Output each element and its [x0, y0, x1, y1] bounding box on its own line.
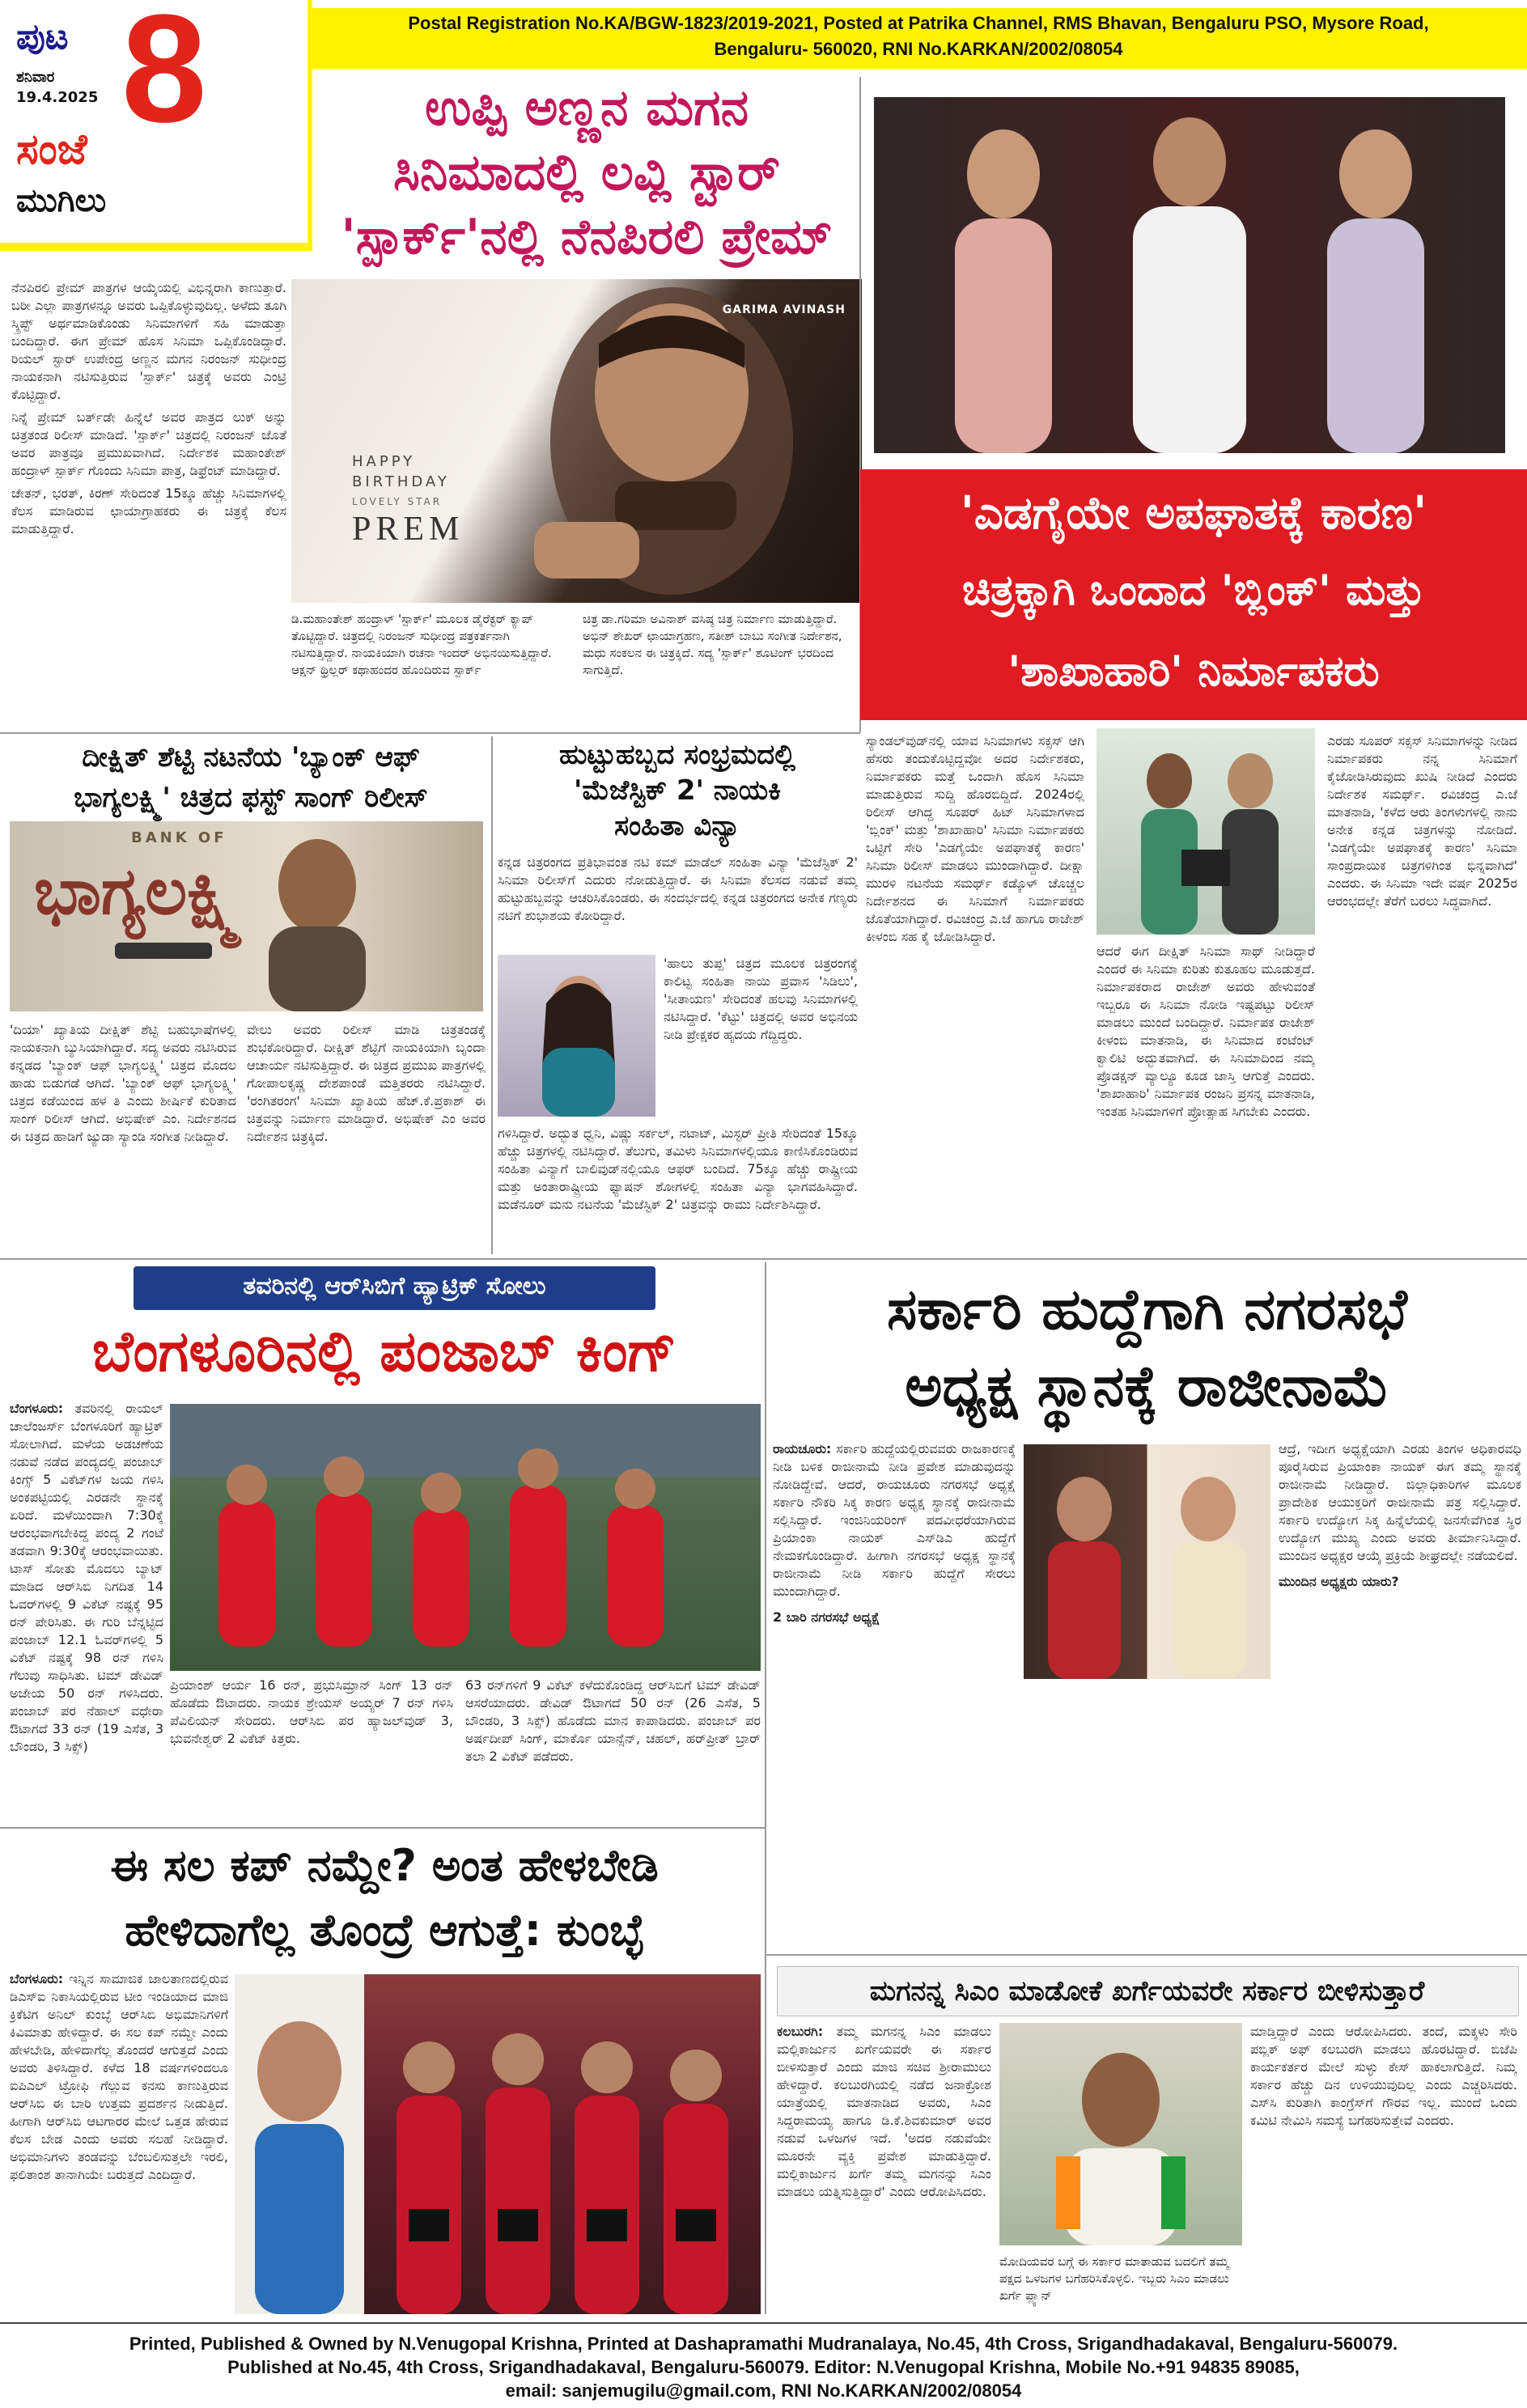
- poster-happy: HAPPY: [352, 453, 416, 470]
- kumble-photo-art: [235, 1974, 761, 2314]
- blink-poster-photo: [1096, 728, 1315, 935]
- dixith-col1: 'ದಿಯಾ' ಖ್ಯಾತಿಯ ದೀಕ್ಷಿತ್ ಶೆಟ್ಟಿ ಬಹುಭಾಷೆಗಳಲ್ಲಿ ನಾಯಕನಾಗಿ ಬ್ಯುಸಿಯಾಗಿದ್ದಾರೆ. ಸದ್ಯ ಅವರು ನಟಿಸಿರುವ ಕನ್ನಡದ 'ಬ್ಯಾಂಕ್ ಆಫ್ ಭಾಗ್ಯಲಕ್ಷ್ಮಿ' ಚಿತ್ರದ ಮೊದಲ ಹಾಡು ಬಿಡುಗಡೆ ಆಗಿದೆ. 'ಬ್ಯಾಂಕ್ ಆಫ್ ಭಾಗ್ಯಲಕ್ಷ್ಮಿ' ಚಿತ್ರದ ಕಡೆಯಿಂದ ಹಳ ತಿ ಎಂದು ಶೀರ್ಷಿಕೆ ಕುರಿತಾದ ಸಾಂಗ್ ರಿಲೀಸ್ ಆಗಿದೆ. ಅಭಿಷೇಕ್ ಎಂ. ನಿರ್ದೇಶನದ ಈ ಚಿತ್ರದ ಹಾಡಿಗೆ ಜ್ಯುಡಾ ಸ್ಯಾಂಡಿ ಸಂಗೀತ ನೀಡಿದ್ದಾರೆ.: [10, 1022, 236, 1144]
- divider: [0, 1258, 1527, 1260]
- ipl-col1-text: ತವರಿನಲ್ಲಿ ರಾಯಲ್ ಚಾಲೆಂಜರ್ಸ್ ಬೆಂಗಳೂರಿಗೆ ಹ್ಯಾಟ್ರಿಕ್ ಸೋಲಾಗಿದೆ. ಮಳೆಯ ಅಡಚಣೆಯ ನಡುವೆ ನಡೆದ ಪಂದ್ಯದಲ್ಲಿ ಪಂಜಾಬ್ ಕಿಂಗ್ಸ್ 5 ವಿಕೆಟ್‌ಗಳ ಜಯ ಗಳಿಸಿ ಅಂಕಪಟ್ಟಿಯಲ್ಲಿ ಎರಡನೇ ಸ್ಥಾನಕ್ಕೆ ಏರಿದೆ. ಮಳೆಯಿಂದಾಗಿ 7:30ಕ್ಕೆ ಆರಂಭವಾಗಬೇಕಿದ್ದ ಪಂದ್ಯ 2 ಗಂಟೆ ತಡವಾಗಿ 9:30ಕ್ಕೆ ಆರಂಭವಾಯಿತು. ಟಾಸ್ ಸೋತು ಮೊದಲು ಬ್ಯಾಟ್ ಮಾಡಿದ ಆರ್‌ಸಿಬಿ ನಿಗದಿತ 14 ಓವರ್‌ಗಳಲ್ಲಿ 9 ವಿಕೆಟ್ ನಷ್ಟಕ್ಕೆ 95 ರನ್ ಪೇರಿಸಿತು. ಈ ಗುರಿ ಬೆನ್ನಟ್ಟಿದ ಪಂಜಾಬ್ 12.1 ಓವರ್‌ಗಳಲ್ಲಿ 5 ವಿಕೆಟ್ ನಷ್ಟಕ್ಕೆ 98 ರನ್ ಗಳಿಸಿ ಗೆಲುವು ಸಾಧಿಸಿತು. ಟಿಮ್ ಡೇವಿಡ್ ಅಜೇಯ 50 ರನ್ ಗಳಿಸಿದರು. ಪಂಜಾಬ್ ಪರ ನೆಹಾಲ್ ವಧೇರಾ ಔಟಾಗದೆ 33 ರನ್ (19 ಎಸೆತ, 3 ಬೌಂಡರಿ, 3 ಸಿಕ್ಸ್): [10, 1401, 163, 1754]
- kharge-col1: [777, 2023, 991, 2314]
- dixith-poster: [10, 821, 483, 1011]
- kumble-photo: [235, 1974, 761, 2314]
- poster-lovely-star: LOVELY STAR: [352, 496, 443, 507]
- kharge-photo-art: [999, 2023, 1242, 2245]
- resign-headline-line2: ಅಧ್ಯಕ್ಷ ಸ್ಥಾನಕ್ಕೆ ರಾಜೀನಾಮೆ: [905, 1353, 1389, 1419]
- dixith-poster-top: BANK OF: [131, 829, 227, 846]
- kumble-body: [10, 1970, 228, 2318]
- kharge-col2: ಮಾಡ್ತಿದ್ದಾರೆ ಎಂದು ಆರೋಪಿಸಿದರು. ತಂದೆ, ಮಕ್ಕಳು ಸೇರಿ ಪಬ್ಲಿಕ್ ಅಫ್ ಕಲಬುರಗಿ ಮಾಡಲು ಹೊರಟಿದ್ದಾರೆ. ಬಿಜೆಪಿ ಕಾರ್ಯಕರ್ತರ ಮೇಲೆ ಸುಳ್ಳು ಕೇಸ್ ಹಾಕಲಾಗುತ್ತಿದೆ. ನಿಮ್ಮ ಸರ್ಕಾರ ಹೆಚ್ಚು ದಿನ ಉಳಿಯುವುದಿಲ್ಲ ಎಂದು ಎಚ್ಚರಿಸಿದರು. ಎಸ್‌ಸಿ ಕುರಿತಾಗಿ ಕಾಂಗ್ರೆಸ್‌ಗೆ ಗೌರವ ಇಲ್ಲ. ಮುಂದೆ ಒಂದು ಕಮಿಟಿ ನೇಮಿಸಿ ಸಮಸ್ಯೆ ಬಗೆಹರಿಸುತ್ತೇವೆ ಎಂದರು.: [1250, 2024, 1517, 2128]
- divider: [491, 736, 493, 1254]
- resign-subhead2: ಮುಂದಿನ ಅಧ್ಯಕ್ಷರು ಯಾರು?: [1279, 1574, 1399, 1589]
- issue-day: ಶನಿವಾರ: [16, 69, 55, 86]
- ipl-team-photo: [170, 1404, 761, 1671]
- sanjana-bottom: ಗಳಿಸಿದ್ದಾರೆ. ಅದ್ಭುತ ಧ್ವನಿ, ವಿಷ್ಣು ಸರ್ಕಲ್, ನಟಾಟ್, ಮಿಸ್ಟರ್ ಪ್ರೀತಿ ಸೇರಿದಂತೆ 15ಕ್ಕೂ ಹೆಚ್ಚು ಚಿತ್ರಗಳಲ್ಲಿ ನಟಿಸಿದ್ದಾರೆ. ತೆಲುಗು, ತಮಿಳು ಸಿನಿಮಾಗಳಲ್ಲಿಯೂ ಕಾಣಿಸಿಕೊಂಡಿರುವ ಸಂಹಿತಾ ವಿನ್ಯಾಗೆ ಬಾಲಿವುಡ್‌ನಲ್ಲಿಯೂ ಆಫರ್ ಬಂದಿದೆ. 75ಕ್ಕೂ ಹೆಚ್ಚು ರಾಷ್ಟ್ರೀಯ ಮತ್ತು ಅಂತಾರಾಷ್ಟ್ರೀಯ ಫ್ಯಾಷನ್ ಶೋಗಳಲ್ಲಿ ಸಂಹಿತಾ ವಿನ್ಯಾ ಭಾಗವಹಿಸಿದ್ದಾರೆ. ಮಡೆನೂರ್ ಮನು ನಟನೆಯ 'ಮೆಜೆಸ್ಟಿಕ್ 2' ಚಿತ್ರವನ್ನು ರಾಮು ನಿರ್ದೇಶಿಸಿದ್ದಾರೆ.: [498, 1126, 858, 1212]
- sanjana-headline-line1: ಹುಟ್ಟುಹಬ್ಬದ ಸಂಭ್ರಮದಲ್ಲಿ: [559, 739, 795, 771]
- prem-para-1: ನೆನಪಿರಲಿ ಪ್ರೇಮ್ ಪಾತ್ರಗಳ ಆಯ್ಕೆಯಲ್ಲಿ ವಿಭಿನ್ನರಾಗಿ ಕಾಣುತ್ತಾರೆ. ಬರೀ ಎಲ್ಲಾ ಪಾತ್ರಗಳನ್ನೂ ಅವರು ಒಪ್ಪಿಕೊಳ್ಳುವುದಿಲ್ಲ. ಅಳೆದು ತೂಗಿ ಸ್ಕ್ರಿಪ್ಟ್ ಅರ್ಥಮಾಡಿಕೊಂಡು ಸಿನಿಮಾಗಳಿಗೆ ಸಹಿ ಮಾಡುತ್ತಾ ಬಂದಿದ್ದಾರೆ. ಈಗ ಪ್ರೇಮ್ ಹೊಸ ಸಿನಿಮಾ ಒಪ್ಪಿಕೊಂಡಿದ್ದಾರೆ. ರಿಯಲ್ ಸ್ಟಾರ್ ಉಪೇಂದ್ರ ಅಣ್ಣನ ಮಗನ ನಿರಂಜನ್ ಸುಧೀಂದ್ರ ನಾಯಕನಾಗಿ ನಟಿಸುತ್ತಿರುವ 'ಸ್ಪಾರ್ಕ್' ಚಿತ್ರಕ್ಕೆ ಅವರು ಎಂಟ್ರಿ ಕೊಟ್ಟಿದ್ದಾರೆ.: [11, 280, 286, 402]
- ipl-dateline: ಬೆಂಗಳೂರು:: [10, 1401, 64, 1416]
- resign-col2-text: ಆದ್ರೆ, ಇದೀಗ ಅಧ್ಯಕ್ಷೆಯಾಗಿ ಎರಡು ತಿಂಗಳ ಅಧಿಕಾರವಧಿ ಪೂರೈಸಿರುವ ಪ್ರಿಯಾಂಕಾ ನಾಯಕ್ ಈಗ ತಮ್ಮ ಸ್ಥಾನಕ್ಕೆ ರಾಜೀನಾಮೆ ನೀಡಿದ್ದಾರೆ. ಜಿಲ್ಲಾಧಿಕಾರಿಗಳ ಮೂಲಕ ಪ್ರಾದೇಶಿಕ ಆಯುಕ್ತರಿಗೆ ರಾಜೀನಾಮೆ ಪತ್ರ ಸಲ್ಲಿಸಿದ್ದಾರೆ. ಸರ್ಕಾರಿ ಉದ್ಯೋಗ ಸಿಕ್ಕ ಹಿನ್ನೆಲೆಯಲ್ಲಿ ಜನಸೇವೆಗಿಂತ ಸ್ಥಿರ ಉದ್ಯೋಗ ಮುಖ್ಯ ಎಂದು ಅವರು ತೀರ್ಮಾನಿಸಿದ್ದಾರೆ. ಮುಂದಿನ ಅಧ್ಯಕ್ಷರ ಆಯ್ಕೆ ಪ್ರಕ್ರಿಯೆ ಶೀಘ್ರದಲ್ಲೇ ನಡೆಯಲಿದೆ.: [1279, 1441, 1521, 1563]
- kharge-photo: [999, 2023, 1242, 2245]
- postal-line2: Bengaluru- 560020, RNI No.KARKAN/2002/08054: [714, 39, 1123, 59]
- dixith-col2: ವೇಲು ಅವರು ರಿಲೀಸ್ ಮಾಡಿ ಚಿತ್ರತಂಡಕ್ಕೆ ಶುಭಕೋರಿದ್ದಾರೆ. ದೀಕ್ಷಿತ್ ಶೆಟ್ಟಿಗೆ ನಾಯಕಿಯಾಗಿ ಬೃಂದಾ ಆಚಾರ್ಯ ನಟಿಸುತ್ತಿದ್ದಾರೆ. ಈ ಚಿತ್ರದ ಪ್ರಮುಖ ಪಾತ್ರಗಳಲ್ಲಿ ಗೋಪಾಲಕೃಷ್ಣ ದೇಶಪಾಂಡೆ ಮತ್ತಿತರರು ನಟಿಸಿದ್ದಾರೆ. 'ರಂಗಿತರಂಗ' ಸಿನಿಮಾ ಖ್ಯಾತಿಯ ಹೆಚ್.ಕೆ.ಪ್ರಕಾಶ್ ಈ ಚಿತ್ರವನ್ನು ನಿರ್ಮಾಣ ಮಾಡಿದ್ದಾರೆ. ಅಭಿಷೇಕ್ ಎಂ ಅವರ ನಿರ್ದೇಶನ ಚಿತ್ರಕ್ಕಿದೆ.: [247, 1022, 486, 1144]
- kumble-body-text: ಇನ್ನಿನ ಸಾಮಾಜಿಕ ಜಾಲತಾಣದಲ್ಲಿರುವ ಡಿಎಸ್‌ಐ ನಿಕಾಸಿಯಲ್ಲಿರುವ ಟೀಂ ಇಂಡಿಯಾದ ಮಾಜಿ ಕ್ರಿಕೆಟಿಗ ಅನಿಲ್ ಕುಂಬ್ಳೆ ಆರ್‌ಸಿಬಿ ಅಭಿಮಾನಿಗಳಿಗೆ ಕಿವಿಮಾತು ಹೇಳಿದ್ದಾರೆ. ಈ ಸಲ ಕಪ್ ನಮ್ದೇ ಎಂದು ಹೇಳಬೇಡಿ, ಹೇಳಿದಾಗೆಲ್ಲ ತೊಂದರೆ ಆಗುತ್ತದೆ ಎಂದು ಅವರು ತಿಳಿಸಿದ್ದಾರೆ. ಕಳೆದ 18 ವರ್ಷಗಳಿಂದಲೂ ಐಪಿಎಲ್ ಟ್ರೋಫಿ ಗೆಲ್ಲುವ ಕನಸು ಕಾಣುತ್ತಿರುವ ಆರ್‌ಸಿಬಿ ಈ ಬಾರಿ ಉತ್ತಮ ಪ್ರದರ್ಶನ ನೀಡುತ್ತಿದೆ. ಹೀಗಾಗಿ ಆರ್‌ಸಿಬಿ ಆಟಗಾರರ ಮೇಲೆ ಒತ್ತಡ ಹೇರುವ ಕೆಲಸ ಬೇಡ ಎಂದು ಅವರು ಸಲಹೆ ನೀಡಿದ್ದಾರೆ. ಅಭಿಮಾನಿಗಳು ತಂಡವನ್ನು ಬೆಂಬಲಿಸುತ್ತಲೇ ಇರಲಿ, ಫಲಿತಾಂಶ ತಾನಾಗಿಯೇ ಬರುತ್ತದೆ ಎಂದಿದ್ದಾರೆ.: [10, 1971, 228, 2182]
- dixith-poster-title: ಭಾಗ್ಯಲಕ್ಷ್ಮಿ: [34, 854, 242, 929]
- sanjana-side: 'ಹಾಲು ತುಪ್ಪ' ಚಿತ್ರದ ಮೂಲಕ ಚಿತ್ರರಂಗಕ್ಕೆ ಕಾಲಿಟ್ಟ ಸಂಹಿತಾ ನಾಯಿ ಪ್ರವಾಸ 'ಸಿಡಿಲು', 'ಸೀತಾಯಣ' ಸೇರಿದಂತೆ ಹಲವು ಸಿನಿಮಾಗಳಲ್ಲಿ ನಟಿಸಿದ್ದಾರೆ. 'ಕೆಟ್ಟು' ಚಿತ್ರದಲ್ಲಿ ಅವರ ಅಭಿನಯ ನೀಡಿ ಪ್ರೇಕ್ಷಕರ ಹೃದಯ ಗೆದ್ದಿದ್ದರು.: [664, 956, 858, 1042]
- sanjana-photo-art: [498, 955, 655, 1117]
- prem-body: [11, 279, 286, 732]
- sanjana-intro: ಕನ್ನಡ ಚಿತ್ರರಂಗದ ಪ್ರತಿಭಾವಂತ ನಟಿ ಕಮ್ ಮಾಡೆಲ್ ಸಂಹಿತಾ ವಿನ್ಯಾ 'ಮೆಜೆಸ್ಟಿಕ್ 2' ಸಿನಿಮಾ ರಿಲೀಸ್‌ಗೆ ಎದುರು ನೋಡುತ್ತಿದ್ದಾರೆ. ಈ ಸಿನಿಮಾ ಕೆಲಸದ ನಡುವೆ ತಮ್ಮ ಹುಟ್ಟುಹಬ್ಬವನ್ನು ಆಚರಿಸಿಕೊಂಡರು. ಈ ಸಂದರ್ಭದಲ್ಲಿ ಕನ್ನಡ ಚಿತ್ರರಂಗದ ಅನೇಕ ಗಣ್ಯರು ನಟಿಗೆ ಶುಭಾಶಯ ಕೋರಿದ್ದಾರೆ.: [498, 854, 858, 923]
- resign-photo: [1024, 1444, 1270, 1679]
- blink-col2: ಆದರೆ ಈಗ ದೀಕ್ಷಿತ್ ಸಿನಿಮಾ ಸಾಥ್ ನೀಡಿದ್ದಾರೆ ಎಂದರೆ ಈ ಸಿನಿಮಾ ಕುರಿತು ಕುತೂಹಲ ಮೂಡುತ್ತದೆ. ನಿರ್ಮಾಪಕರಾದ ರಾಜೇಶ್ ಅವರು ಹೇಳುವಂತೆ ಇಬ್ಬರೂ ಈ ಸಿನಿಮಾ ನೋಡಿ ಇಷ್ಟಪಟ್ಟು ರಿಲೀಸ್ ಮಾಡಲು ಮುಂದೆ ಬಂದಿದ್ದಾರೆ. ನಿರ್ಮಾಪಕ ರಾಜೇಶ್ ಕೀಳಂಬಿ ಮಾತನಾಡಿ, ಈ ಸಿನಿಮಾದ ಕಂಟೆಂಟ್ ಕ್ವಾಲಿಟಿ ಅದ್ಭುತವಾಗಿದೆ. ಈ ಸಿನಿಮಾದಿಂದ ನಮ್ಮ ಪ್ರೊಡಕ್ಷನ್ ವ್ಯಾಲ್ಯೂ ಕೂಡ ಜಾಸ್ತಿ ಆಗುತ್ತೆ ಎಂದರು. 'ಶಾಖಾಹಾರಿ' ನಿರ್ಮಾಪಕ ರಂಜನಿ ಪ್ರಸನ್ನ ಮಾತನಾಡಿ, ಇಂತಹ ಸಿನಿಮಾಗಳಿಗೆ ಪ್ರೋತ್ಸಾಹ ಸಿಗಬೇಕು ಎಂದರು.: [1096, 943, 1315, 1119]
- ipl-photo-art: [170, 1404, 761, 1671]
- resign-col2: [1279, 1440, 1521, 1942]
- page-number: 8: [121, 0, 207, 155]
- divider: [0, 732, 860, 734]
- divider: [766, 1954, 1527, 1956]
- sanjana-photo: [498, 955, 655, 1117]
- blink-team-photo: [874, 97, 1505, 453]
- ipl-kicker: ತವರಿನಲ್ಲಿ ಆರ್‌ಸಿಬಿಗೆ ಹ್ಯಾಟ್ರಿಕ್ ಸೋಲು: [243, 1272, 546, 1300]
- prem-para-2: ನಿನ್ನೆ ಪ್ರೇಮ್ ಬರ್ತ್‌ಡೇ ಹಿನ್ನೆಲೆ ಅವರ ಪಾತ್ರದ ಲುಕ್ ಅನ್ನು ಚಿತ್ರತಂಡ ರಿಲೀಸ್ ಮಾಡಿದೆ. 'ಸ್ಪಾರ್ಕ್' ಚಿತ್ರದಲ್ಲಿ ನಿರಂಜನ್ ಜೊತೆ ಅವರ ಪಾತ್ರವೂ ಪ್ರಮುಖವಾಗಿದೆ. ನಿರ್ದೇಶಕ ಮಹಾಂತೇಶ್ ಹಂದ್ರಾಳ್ ಸ್ಪಾರ್ಕ್ ಗೊಂದು ಸಿನಿಮಾ ಪಾತ್ರ, ಡಿಫ್ರೆಂಟ್ ಮಾಡಿದ್ದಾರೆ.: [11, 409, 286, 478]
- ipl-col3: 63 ರನ್‌ಗಳಿಗೆ 9 ವಿಕೆಟ್ ಕಳೆದುಕೊಂಡಿದ್ದ ಆರ್‌ಸಿಬಿಗೆ ಟಿಮ್ ಡೇವಿಡ್ ಆಸರೆಯಾದರು. ಡೇವಿಡ್ ಔಟಾಗದೆ 50 ರನ್ (26 ಎಸೆತ, 5 ಬೌಂಡರಿ, 3 ಸಿಕ್ಸ್) ಹೊಡೆದು ಮಾನ ಕಾಪಾಡಿದರು. ಪಂಜಾಬ್ ಪರ ಅರ್ಷದೀಪ್ ಸಿಂಗ್, ಮಾರ್ಕೊ ಯಾನ್ಸೆನ್, ಚಹಲ್, ಹರ್‌ಪ್ರೀತ್ ಬ್ರಾರ್ ತಲಾ 2 ವಿಕೆಟ್ ಪಡೆದರು.: [465, 1677, 761, 1764]
- prem-headline-line3: 'ಸ್ಪಾರ್ಕ್'ನಲ್ಲಿ ನೆನಪಿರಲಿ ಪ್ರೇಮ್: [341, 209, 833, 265]
- yellow-strip: [0, 243, 308, 251]
- kumble-headline-line2: ಹೇಳಿದಾಗೆಲ್ಲ ತೊಂದ್ರೆ ಆಗುತ್ತೆ: ಕುಂಬ್ಳೆ: [125, 1905, 644, 1956]
- kharge-col1-text: ತಮ್ಮ ಮಗನನ್ನ ಸಿಎಂ ಮಾಡಲು ಮಲ್ಲಿಕಾರ್ಜುನ ಖರ್ಗೆಯವರೇ ಈ ಸರ್ಕಾರ ಬೀಳಿಸುತ್ತಾರೆ ಎಂದು ಮಾಜಿ ಸಚಿವ ಶ್ರೀರಾಮುಲು ಹೇಳಿದ್ದಾರೆ. ಕಲಬುರಗಿಯಲ್ಲಿ ನಡೆದ ಜನಾಕ್ರೋಶ ಯಾತ್ರೆಯಲ್ಲಿ ಮಾತನಾಡಿದ ಅವರು, ಸಿಎಂ ಸಿದ್ದರಾಮಯ್ಯ ಹಾಗೂ ಡಿ.ಕೆ.ಶಿವಕುಮಾರ್ ಅವರ ನಡುವೆ ಒಳಜಗಳ ಇದೆ. 'ಅದರ ನಡುವೆಯೇ ಮೂರನೇ ವ್ಯಕ್ತಿ ಪ್ರವೇಶ ಮಾಡುತ್ತಿದ್ದಾರೆ. ಮಲ್ಲಿಕಾರ್ಜುನ ಖರ್ಗೆ ತಮ್ಮ ಮಗನನ್ನು ಸಿಎಂ ಮಾಡಲು ಯತ್ನಿಸುತ್ತಿದ್ದಾರೆ' ಎಂದು ಆರೋಪಿಸಿದರು.: [777, 2024, 991, 2199]
- issue-date: 19.4.2025: [16, 89, 99, 106]
- ipl-col2: ಪ್ರಿಯಾಂಶ್ ಆರ್ಯ 16 ರನ್, ಪ್ರಭುಸಿಮ್ರಾನ್ ಸಿಂಗ್ 13 ರನ್ ಹೊಡೆದು ಔಟಾದರು. ನಾಯಕ ಶ್ರೇಯಸ್ ಅಯ್ಯರ್ 7 ರನ್ ಗಳಿಸಿ ಪೆವಿಲಿಯನ್ ಸೇರಿದರು. ಆರ್‌ಸಿಬಿ ಪರ ಹ್ಯಾಜಲ್‌ವುಡ್ 3, ಭುವನೇಶ್ವರ್ 2 ವಿಕೆಟ್ ಕಿತ್ತರು.: [170, 1677, 453, 1746]
- dixith-headline-line2: ಭಾಗ್ಯಲಕ್ಷ್ಮಿ' ಚಿತ್ರದ ಫಸ್ಟ್ ಸಾಂಗ್ ರಿಲೀಸ್: [74, 782, 428, 814]
- resign-col1: [773, 1440, 1016, 1942]
- kharge-headline: ಮಗನನ್ನ ಸಿಎಂ ಮಾಡೋಕೆ ಖರ್ಗೆಯವರೇ ಸರ್ಕಾರ ಬೀಳಿಸುತ್ತಾರೆ: [869, 1975, 1425, 2007]
- resign-dateline: ರಾಯಚೂರು:: [773, 1441, 832, 1456]
- blink-headline-line3: 'ಶಾಖಾಹಾರಿ' ನಿರ್ಮಾಪಕರು: [1007, 647, 1380, 696]
- blink-photo-art: [874, 97, 1505, 453]
- footer-line1: Printed, Published & Owned by N.Venugopal Krishna, Printed at Dashapramathi Mudranalaya, No.45, 4th Cross, Srigandhadakaval, Bengaluru-560079.: [129, 2334, 1398, 2354]
- prem-poster: [291, 279, 862, 603]
- prem-caption-right: ಚಿತ್ರ ಡಾ.ಗರಿಮಾ ಅವಿನಾಶ್ ವಸಿಷ್ಠ ಚಿತ್ರ ನಿರ್ಮಾಣ ಮಾಡುತ್ತಿದ್ದಾರೆ. ಅಭಿನ್ ಶೇಖರ್ ಛಾಯಾಗ್ರಹಣ, ಸತೀಶ್ ಬಾಬು ಸಂಗೀತ ನಿರ್ದೇಶನ, ಮಧು ಸಂಕಲನ ಈ ಚಿತ್ರಕ್ಕಿದೆ. ಸದ್ಯ 'ಸ್ಪಾರ್ಕ್' ಶೂಟಿಂಗ್ ಭರದಿಂದ ಸಾಗುತ್ತಿದೆ.: [583, 612, 842, 677]
- kumble-headline-line1: ಈ ಸಲ ಕಪ್ ನಮ್ದೇ? ಅಂತ ಹೇಳಬೇಡಿ: [110, 1840, 659, 1891]
- divider: [0, 2322, 1527, 2324]
- kumble-dateline: ಬೆಂಗಳೂರು:: [10, 1971, 64, 1986]
- poster-birthday: BIRTHDAY: [352, 473, 450, 490]
- resign-subhead: 2 ಬಾರಿ ನಗರಸಭೆ ಅಧ್ಯಕ್ಷೆ: [773, 1609, 880, 1625]
- blink-poster-art: [1096, 728, 1315, 935]
- postal-line1: Postal Registration No.KA/BGW-1823/2019-2021, Posted at Patrika Channel, RMS Bhavan, Bengaluru PSO, Mysore Road,: [408, 13, 1429, 33]
- divider: [765, 1262, 766, 2314]
- footer-line2: Published at No.45, 4th Cross, Srigandhadakaval, Bengaluru-560079. Editor: N.Venugopal Krishna, Mobile No.+91 94835 89085,: [227, 2357, 1300, 2377]
- prem-poster-art: [291, 279, 862, 603]
- blink-col3: ಎರಡು ಸೂಪರ್ ಸಕ್ಸಸ್ ಸಿನಿಮಾಗಳನ್ನು ನೀಡಿದ ನಿರ್ಮಾಪಕರು ನನ್ನ ಸಿನಿಮಾಗೆ ಕೈಜೋಡಿಸಿರುವುದು ಖುಷಿ ನೀಡಿದೆ ಎಂದರು ನಿರ್ದೇಶಕ ಸಮರ್ಥ್. ರವಿಚಂದ್ರ ಎ.ಜೆ ಮಾತನಾಡಿ, 'ಕಳೆದ ಆರು ತಿಂಗಳುಗಳಲ್ಲಿ ನಾನು ಅನೇಕ ಕನ್ನಡ ಚಿತ್ರಗಳನ್ನು ನೋಡಿದೆ. 'ಎಡಗೈಯೇ ಅಪಘಾತಕ್ಕೆ ಕಾರಣ' ಸಿನಿಮಾ ಸಾಂಪ್ರದಾಯಿಕ ಚಿತ್ರಗಳಿಗಿಂತ ಭಿನ್ನವಾಗಿದೆ' ಎಂದರು. ಈ ಸಿನಿಮಾ ಇದೇ ವರ್ಷ 2025ರ ಆರಂಭದಲ್ಲೇ ತೆರೆಗೆ ಬರಲು ಸಿದ್ಧವಾಗಿದೆ.: [1327, 733, 1517, 909]
- kharge-caption: ಮೋದಿಯವರ ಬಗ್ಗೆ ಈ ಸರ್ಕಾರ ಮಾತಾಡುವ ಬದಲಿಗೆ ತಮ್ಮ ಪಕ್ಷದ ಒಳಜಗಳ ಬಗೆಹರಿಸಿಕೊಳ್ಳಲಿ. ಇಬ್ಬರು ಸಿಎಂ ಮಾಡಲು ಖರ್ಗೆ ಪ್ಲ್ಯಾನ್: [999, 2254, 1229, 2303]
- prem-para-3: ಚೇತನ್, ಭರತ್, ಕಿರಣ್ ಸೇರಿದಂತೆ 15ಕ್ಕೂ ಹೆಚ್ಚು ಸಿನಿಮಾಗಳಲ್ಲಿ ಕೆಲಸ ಮಾಡಿರುವ ಛಾಯಾಗ್ರಾಹಕರು ಈ ಚಿತ್ರಕ್ಕೆ ಕೆಲಸ ಮಾಡುತ್ತಿದ್ದಾರೆ.: [11, 485, 286, 536]
- prem-headline-line2: ಸಿನಿಮಾದಲ್ಲಿ ಲವ್ಲಿ ಸ್ಟಾರ್: [392, 142, 781, 201]
- divider: [0, 1827, 765, 1829]
- sanjana-headline-line3: ಸಂಹಿತಾ ವಿನ್ಯಾ: [614, 810, 740, 842]
- poster-prem: PREM: [352, 511, 464, 548]
- paper-name-line1: ಸಂಜೆ: [16, 125, 87, 174]
- masthead-box: [0, 0, 312, 251]
- prem-headline-line1: ಉಪ್ಪಿ ಅಣ್ಣನ ಮಗನ: [424, 78, 749, 137]
- dixith-headline-line1: ದೀಕ್ಷಿತ್ ಶೆಟ್ಟಿ ನಟನೆಯ 'ಬ್ಯಾಂಕ್ ಆಫ್: [82, 741, 420, 774]
- poster-brand: GARIMA AVINASH: [722, 303, 846, 316]
- resign-col1-text: ಸರ್ಕಾರಿ ಹುದ್ದೆಯಲ್ಲಿರುವವರು ರಾಜಕಾರಣಕ್ಕೆ ನೀಡಿ ಬಳಿಕ ರಾಜೀನಾಮೆ ನೀಡಿ ಪ್ರವೇಶ ಮಾಡುವುದನ್ನು ನೋಡಿದ್ದೇವೆ. ಆದರೆ, ರಾಯಚೂರು ನಗರಸಭೆ ಅಧ್ಯಕ್ಷೆ ಸರ್ಕಾರಿ ನೌಕರಿ ಸಿಕ್ಕ ಕಾರಣ ಅಧ್ಯಕ್ಷ ಸ್ಥಾನಕ್ಕೆ ರಾಜೀನಾಮೆ ಸಲ್ಲಿಸಿದ್ದಾರೆ. ಇಂಜಿನಿಯರಿಂಗ್ ಪದವೀಧರೆಯಾಗಿರುವ ಪ್ರಿಯಾಂಕಾ ನಾಯಕ್ ಎಸ್‌ಡಿಎ ಹುದ್ದೆಗೆ ನೇಮಕಗೊಂಡಿದ್ದಾರೆ. ಹೀಗಾಗಿ ನಗರಸಭೆ ಅಧ್ಯಕ್ಷ ಸ್ಥಾನಕ್ಕೆ ರಾಜೀನಾಮೆ ನೀಡಿ ಸರ್ಕಾರಿ ಹುದ್ದೆಗೆ ಸೇರಲು ಮುಂದಾಗಿದ್ದಾರೆ.: [773, 1441, 1016, 1599]
- ipl-col1: [10, 1400, 163, 1821]
- page-word: ಪುಟ: [16, 16, 69, 57]
- footer-line3: email: sanjemugilu@gmail.com, RNI No.KARKAN/2002/08054: [505, 2380, 1022, 2401]
- kharge-dateline: ಕಲಬುರಗಿ:: [777, 2024, 824, 2039]
- sanjana-headline-line2: 'ಮೆಜೆಸ್ಟಿಕ್ 2' ನಾಯಕಿ: [573, 774, 782, 807]
- resign-photo-art: [1024, 1444, 1270, 1679]
- prem-caption-left: ಡಿ.ಮಹಾಂತೇಶ್ ಹಂದ್ರಾಳ್ 'ಸ್ಪಾರ್ಕ್' ಮೂಲಕ ಡೈರೆಕ್ಟರ್ ಕ್ಯಾಪ್ ತೊಟ್ಟಿದ್ದಾರೆ. ಚಿತ್ರದಲ್ಲಿ ನಿರಂಜನ್ ಸುಧೀಂದ್ರ ಪತ್ರಕರ್ತನಾಗಿ ನಟಿಸುತ್ತಿದ್ದಾರೆ. ನಾಯಕಿಯಾಗಿ ರಚನಾ ಇಂದರ್ ಅಭಿನಯಿಸುತ್ತಿದ್ದಾರೆ. ಆಕ್ಷನ್ ಥ್ರಿಲ್ಲರ್ ಕಥಾಹಂದರ ಹೊಂದಿರುವ ಸ್ಪಾರ್ಕ್: [291, 612, 552, 677]
- paper-name-line2: ಮುಗಿಲು: [16, 182, 107, 219]
- blink-col1: ಸ್ಯಾಂಡಲ್‌ವುಡ್‌ನಲ್ಲಿ ಯಾವ ಸಿನಿಮಾಗಳು ಸಕ್ಸಸ್ ಆಗಿ ಹೆಸರು ತಂದುಕೊಟ್ಟಿದ್ದವೋ ಅದರ ನಿರ್ದೇಶಕರು, ನಿರ್ಮಾಪಕರು ಮತ್ತೆ ಒಂದಾಗಿ ಹೊಸ ಸಿನಿಮಾ ಮಾಡುತ್ತಿರುವ ಸುದ್ದಿ ಹೊರಬಿದ್ದಿದೆ. 2024ರಲ್ಲಿ ರಿಲೀಸ್ ಆಗಿದ್ದ ಸೂಪರ್ ಹಿಟ್ ಸಿನಿಮಾಗಳಾದ 'ಬ್ಲಿಂಕ್' ಮತ್ತು 'ಶಾಖಾಹಾರಿ' ಸಿನಿಮಾ ನಿರ್ಮಾಪಕರು ಒಟ್ಟಿಗೆ ಸೇರಿ 'ಎಡಗೈಯೇ ಅಪಘಾತಕ್ಕೆ ಕಾರಣ' ಸಿನಿಮಾ ರಿಲೀಸ್ ಮಾಡಲು ಮುಂದಾಗಿದ್ದಾರೆ. ದೀಕ್ಷಾ ಮುರಳಿ ನಟನೆಯ ಸಮರ್ಥ್ ಕಡ್ಕೊಳ್ ಚೊಚ್ಚಲ ನಿರ್ದೇಶನದ ಈ ಸಿನಿಮಾಗೆ ನಿರ್ಮಾಪಕರು ಜೊತೆಯಾಗಿದ್ದಾರೆ. ರವಿಚಂದ್ರ ಎ.ಜೆ ಹಾಗೂ ರಾಜೇಶ್ ಕೀಳಂಬಿ ಸಹ ಕೈ ಜೋಡಿಸಿದ್ದಾರೆ.: [866, 733, 1084, 944]
- blink-headline-line2: ಚಿತ್ರಕ್ಕಾಗಿ ಒಂದಾದ 'ಬ್ಲಿಂಕ್' ಮತ್ತು: [962, 566, 1425, 615]
- ipl-headline: ಬೆಂಗಳೂರಿನಲ್ಲಿ ಪಂಜಾಬ್ ಕಿಂಗ್: [91, 1318, 677, 1384]
- blink-headline-line1: 'ಎಡಗೈಯೇ ಅಪಘಾತಕ್ಕೆ ಕಾರಣ': [960, 487, 1427, 540]
- resign-headline-line1: ಸರ್ಕಾರಿ ಹುದ್ದೆಗಾಗಿ ನಗರಸಭೆ: [887, 1276, 1407, 1342]
